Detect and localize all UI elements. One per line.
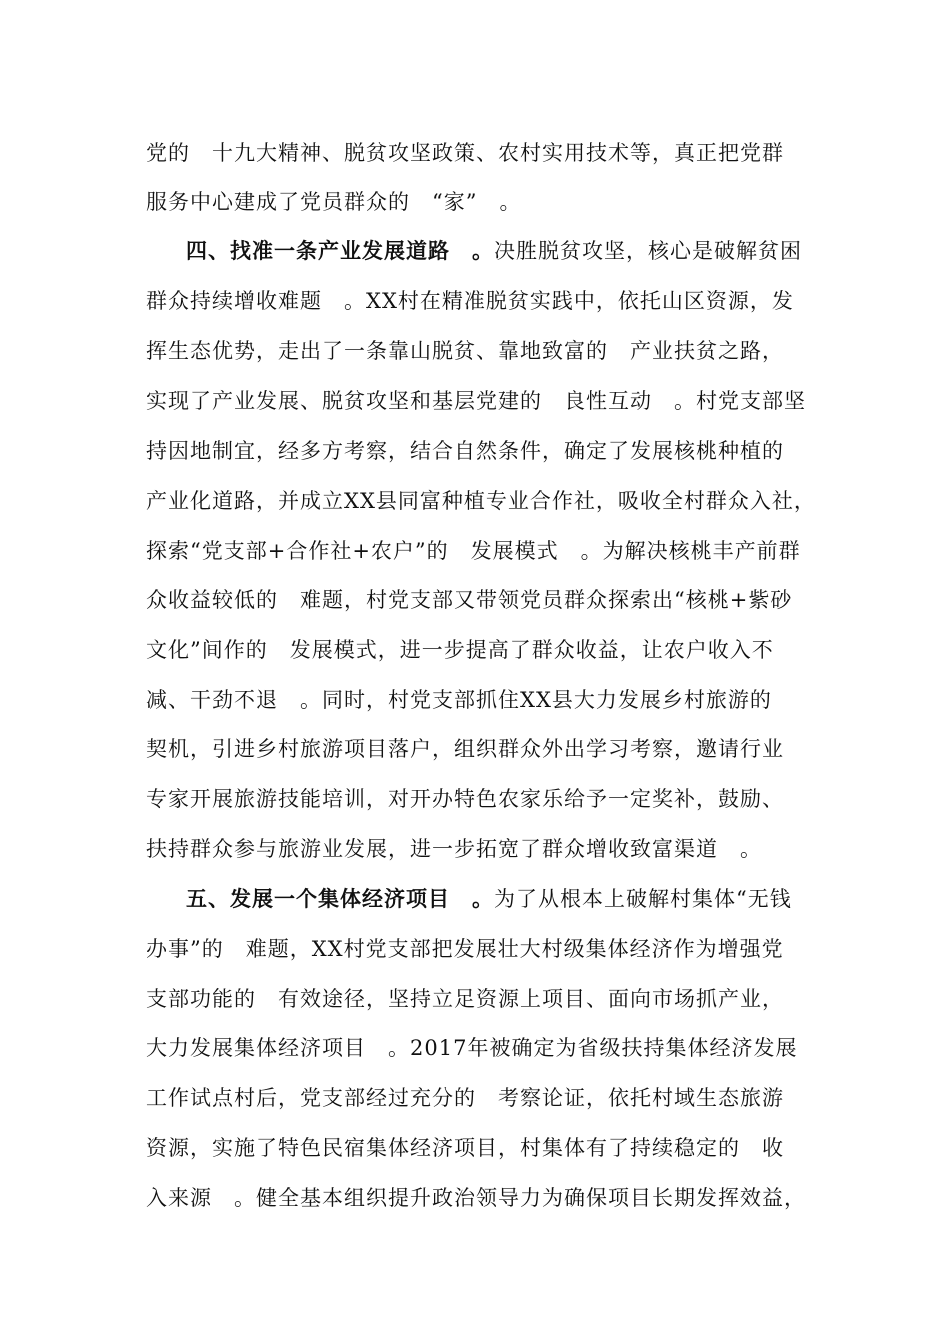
paragraph-line: 挥生态优势，走出了一条靠山脱贫、靠地致富的 产业扶贫之路， bbox=[146, 339, 784, 363]
paragraph-line: 减、干劲不退 。同时，村党支部抓住XX县大力发展乡村旅游的 bbox=[146, 688, 772, 712]
section-5-text: 为了从根本上破解村集体“无钱 bbox=[494, 887, 792, 911]
paragraph-line: 实现了产业发展、脱贫攻坚和基层党建的 良性互动 。村党支部坚 bbox=[146, 389, 806, 413]
paragraph-line: 群众持续增收难题 。XX村在精准脱贫实践中，依托山区资源，发 bbox=[146, 289, 794, 313]
section-4-text: 决胜脱贫攻坚，核心是破解贫困 bbox=[494, 239, 802, 263]
paragraph-line: 产业化道路，并成立XX县同富种植专业合作社，吸收全村群众入社， bbox=[146, 489, 816, 513]
paragraph-line: 持因地制宜，经多方考察，结合自然条件，确定了发展核桃种植的 bbox=[146, 439, 784, 463]
paragraph-line: 扶持群众参与旅游业发展，进一步拓宽了群众增收致富渠道 。 bbox=[146, 837, 762, 861]
paragraph-line: 办事”的 难题，XX村党支部把发展壮大村级集体经济作为增强党 bbox=[146, 937, 784, 961]
paragraph-line: 专家开展旅游技能培训，对开办特色农家乐给予一定奖补，鼓励、 bbox=[146, 787, 784, 811]
section-5-line bbox=[186, 884, 866, 914]
paragraph-line: 入来源 。健全基本组织提升政治领导力为确保项目长期发挥效益， bbox=[146, 1186, 806, 1210]
paragraph-line: 党的 十九大精神、脱贫攻坚政策、农村实用技术等，真正把党群 bbox=[146, 141, 784, 165]
paragraph-line: 契机，引进乡村旅游项目落户，组织群众外出学习考察，邀请行业 bbox=[146, 737, 784, 761]
paragraph-line: 众收益较低的 难题，村党支部又带领党员群众探索出“核桃+紫砂 bbox=[146, 588, 793, 612]
paragraph-line: 支部功能的 有效途径，坚持立足资源上项目、面向市场抓产业， bbox=[146, 987, 784, 1011]
paragraph-line: 服务中心建成了党员群众的 “家” 。 bbox=[146, 190, 522, 214]
paragraph-line: 大力发展集体经济项目 。2017年被确定为省级扶持集体经济发展 bbox=[146, 1036, 798, 1060]
section-4-line bbox=[186, 236, 866, 266]
paragraph-line: 资源，实施了特色民宿集体经济项目，村集体有了持续稳定的 收 bbox=[146, 1136, 784, 1160]
section-5-heading: 五、发展一个集体经济项目 。 bbox=[186, 886, 494, 911]
paragraph-line: 探索“党支部+合作社+农户”的 发展模式 。为解决核桃丰产前群 bbox=[146, 539, 801, 563]
section-4-heading: 四、找准一条产业发展道路 。 bbox=[186, 238, 494, 263]
paragraph-line: 工作试点村后，党支部经过充分的 考察论证，依托村域生态旅游 bbox=[146, 1086, 784, 1110]
paragraph-line: 文化”间作的 发展模式，进一步提高了群众收益，让农户收入不 bbox=[146, 638, 774, 662]
